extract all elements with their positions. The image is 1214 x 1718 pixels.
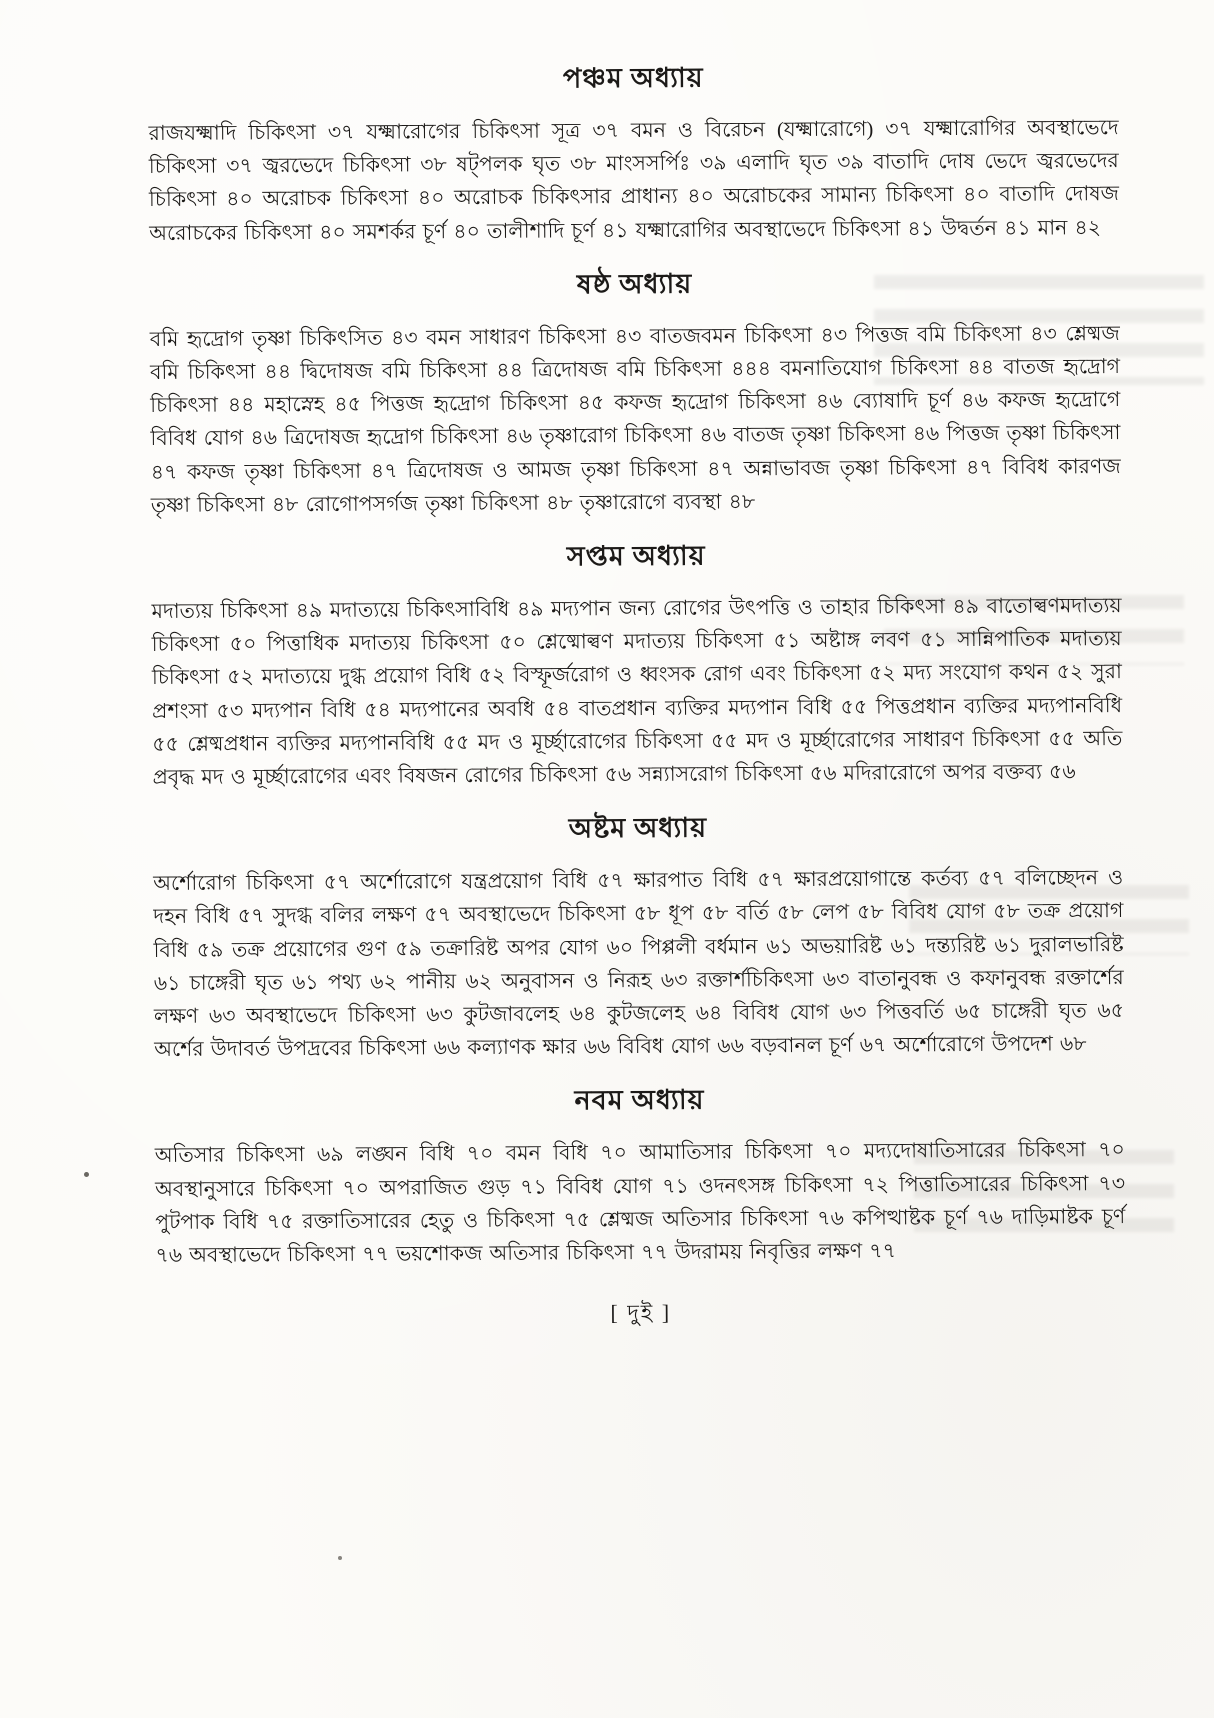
chapter-toc-entries: রাজযক্ষ্মাদি চিকিৎসা ৩৭ যক্ষ্মারোগের চিকিৎসা সূত্র ৩৭ বমন ও বিরেচন (যক্ষ্মারোগে) ৩৭ যক্ষ্মারোগির অবস্থাভেদে চিকিৎসা ৩৭ জ্বরভেদে চিকিৎসা ৩৮ ষট্‌পলক ঘৃত ৩৮ মাংসসর্পিঃ ৩৯ এলাদি ঘৃত ৩৯ বাতাদি দোষ ভেদে জ্বরভেদের চিকিৎসা ৪০ অরোচক চিকিৎসা ৪০ অরোচক চিকিৎসার প্রাধান্য ৪০ অরোচকের সামান্য চিকিৎসা ৪০ বাতাদি দোষজ অরোচকের চিকিৎসা ৪০ সমশর্কর চূর্ণ ৪০ তালীশাদি চূর্ণ ৪১ যক্ষ্মারোগির অবস্থাভেদে চিকিৎসা ৪১ উদ্বর্তন ৪১ মান ৪২ <box>148 117 1120 245</box>
page-number: [ দুই ] <box>610 1300 672 1326</box>
chapter-heading: নবম অধ্যায় <box>574 1085 705 1116</box>
chapter-section-seventh <box>151 533 1123 795</box>
chapter-section-sixth <box>149 261 1121 523</box>
chapter-section-eighth <box>153 805 1125 1067</box>
chapter-heading: অষ্টম অধ্যায় <box>568 812 708 844</box>
chapter-section-ninth <box>154 1077 1125 1273</box>
chapter-heading: সপ্তম অধ্যায় <box>566 540 706 572</box>
chapter-section-fifth <box>148 55 1119 251</box>
chapter-toc-entries: অর্শোরোগ চিকিৎসা ৫৭ অর্শোরোগে যন্ত্রপ্রয়োগ বিধি ৫৭ ক্ষারপাত বিধি ৫৭ ক্ষারপ্রয়োগান্তে কর্তব্য ৫৭ বলিচ্ছেদন ও দহন বিধি ৫৭ সুদগ্ধ বলির লক্ষণ ৫৭ অবস্থাভেদে চিকিৎসা ৫৮ ধূপ ৫৮ বর্তি ৫৮ লেপ ৫৮ বিবিধ যোগ ৫৮ তক্র প্রয়োগ বিধি ৫৯ তক্র প্রয়োগের গুণ ৫৯ তক্রারিষ্ট অপর যোগ ৬০ পিপ্পলী বর্ধমান ৬১ অভয়ারিষ্ট ৬১ দন্ত্যরিষ্ট ৬১ দুরালভারিষ্ট ৬১ চাঙ্গেরী ঘৃত ৬১ পথ্য ৬২ পানীয় ৬২ অনুবাসন ও নিরূহ ৬৩ রক্তার্শচিকিৎসা ৬৩ বাতানুবন্ধ ও কফানুবন্ধ রক্তার্শের লক্ষণ ৬৩ অবস্থাভেদে চিকিৎসা ৬৩ কুটজাবলেহ ৬৪ কুটজলেহ ৬৪ বিবিধ যোগ ৬৩ পিত্তবর্তি ৬৫ চাঙ্গেরী ঘৃত ৬৫ অর্শের উদাবর্ত উপদ্রবের চিকিৎসা ৬৬ কল্যাণক ক্ষার ৬৬ বিবিধ যোগ ৬৬ বড়বানল চূর্ণ ৬৭ অর্শোরোগে উপদেশ ৬৮ <box>153 867 1125 1062</box>
table-of-contents <box>148 39 1126 1336</box>
chapter-toc-entries: মদাত্যয় চিকিৎসা ৪৯ মদাত্যয়ে চিকিৎসাবিধি ৪৯ মদ্যপান জন্য রোগের উৎপত্তি ও তাহার চিকিৎসা ৪৯ বাতোল্বণমদাত্যয় চিকিৎসা ৫০ পিত্তাধিক মদাত্যয় চিকিৎসা ৫০ শ্লেষ্মোল্বণ মদাত্যয় চিকিৎসা ৫১ অষ্টাঙ্গ লবণ ৫১ সান্নিপাতিক মদাত্যয় চিকিৎসা ৫২ মদাত্যয়ে দুগ্ধ প্রয়োগ বিধি ৫২ বিস্ফূর্জরোগ ও ধ্বংসক রোগ এবং চিকিৎসা ৫২ মদ্য সংযোগ কথন ৫২ সুরা প্রশংসা ৫৩ মদ্যপান বিধি ৫৪ মদ্যপানের অবধি ৫৪ বাতপ্রধান ব্যক্তির মদ্যপান বিধি ৫৫ পিত্তপ্রধান ব্যক্তির মদ্যপানবিধি ৫৫ শ্লেষ্মপ্রধান ব্যক্তির মদ্যপানবিধি ৫৫ মদ ও মূর্চ্ছারোগের চিকিৎসা ৫৫ মদ ও মূর্চ্ছারোগের সাধারণ চিকিৎসা ৫৫ অতি প্রবৃদ্ধ মদ ও মূর্চ্ছারোগের এবং বিষজন রোগের চিকিৎসা ৫৬ সন্ন্যাসরোগ চিকিৎসা ৫৬ মদিরারোগে অপর বক্তব্য ৫৬ <box>151 595 1123 790</box>
ink-speck-artifact <box>84 1172 89 1177</box>
chapter-toc-entries: অতিসার চিকিৎসা ৬৯ লঙ্ঘন বিধি ৭০ বমন বিধি ৭০ আমাতিসার চিকিৎসা ৭০ মদ্যদোষাতিসারের চিকিৎসা ৭০ অবস্থানুসারে চিকিৎসা ৭০ অপরাজিত গুড় ৭১ বিবিধ যোগ ৭১ ওদনৎসঙ্গ চিকিৎসা ৭২ পিত্তাতিসারের চিকিৎসা ৭৩ পুটপাক বিধি ৭৫ রক্তাতিসারের হেতু ও চিকিৎসা ৭৫ শ্লেষ্মজ অতিসার চিকিৎসা ৭৬ কপিত্থাষ্টক চূর্ণ ৭৬ দাড়িমাষ্টক চূর্ণ ৭৬ অবস্থাভেদে চিকিৎসা ৭৭ ভয়শোকজ অতিসার চিকিৎসা ৭৭ উদরাময় নিবৃত্তির লক্ষণ ৭৭ <box>154 1139 1126 1268</box>
ink-speck-artifact <box>338 1556 342 1560</box>
chapter-toc-entries: বমি হৃদ্রোগ তৃষ্ণা চিকিৎসিত ৪৩ বমন সাধারণ চিকিৎসা ৪৩ বাতজবমন চিকিৎসা ৪৩ পিত্তজ বমি চিকিৎসা ৪৩ শ্লেষ্মজ বমি চিকিৎসা ৪৪ দ্বিদোষজ বমি চিকিৎসা ৪৪ ত্রিদোষজ বমি চিকিৎসা ৪৪৪ বমনাতিযোগ চিকিৎসা ৪৪ বাতজ হৃদ্রোগ চিকিৎসা ৪৪ মহাস্নেহ ৪৫ পিত্তজ হৃদ্রোগ চিকিৎসা ৪৫ কফজ হৃদ্রোগ চিকিৎসা ৪৬ ব্যোষাদি চূর্ণ ৪৬ কফজ হৃদ্রোগে বিবিধ যোগ ৪৬ ত্রিদোষজ হৃদ্রোগ চিকিৎসা ৪৬ তৃষ্ণারোগ চিকিৎসা ৪৬ বাতজ তৃষ্ণা চিকিৎসা ৪৬ পিত্তজ তৃষ্ণা চিকিৎসা ৪৭ কফজ তৃষ্ণা চিকিৎসা ৪৭ ত্রিদোষজ ও আমজ তৃষ্ণা চিকিৎসা ৪৭ অন্নাভাবজ তৃষ্ণা চিকিৎসা ৪৭ বিবিধ কারণজ তৃষ্ণা চিকিৎসা ৪৮ রোগোপসর্গজ তৃষ্ণা চিকিৎসা ৪৮ তৃষ্ণারোগে ব্যবস্থা ৪৮ <box>149 322 1121 517</box>
chapter-heading: ষষ্ঠ অধ্যায় <box>576 268 693 300</box>
chapter-heading: পঞ্চম অধ্যায় <box>562 62 704 94</box>
